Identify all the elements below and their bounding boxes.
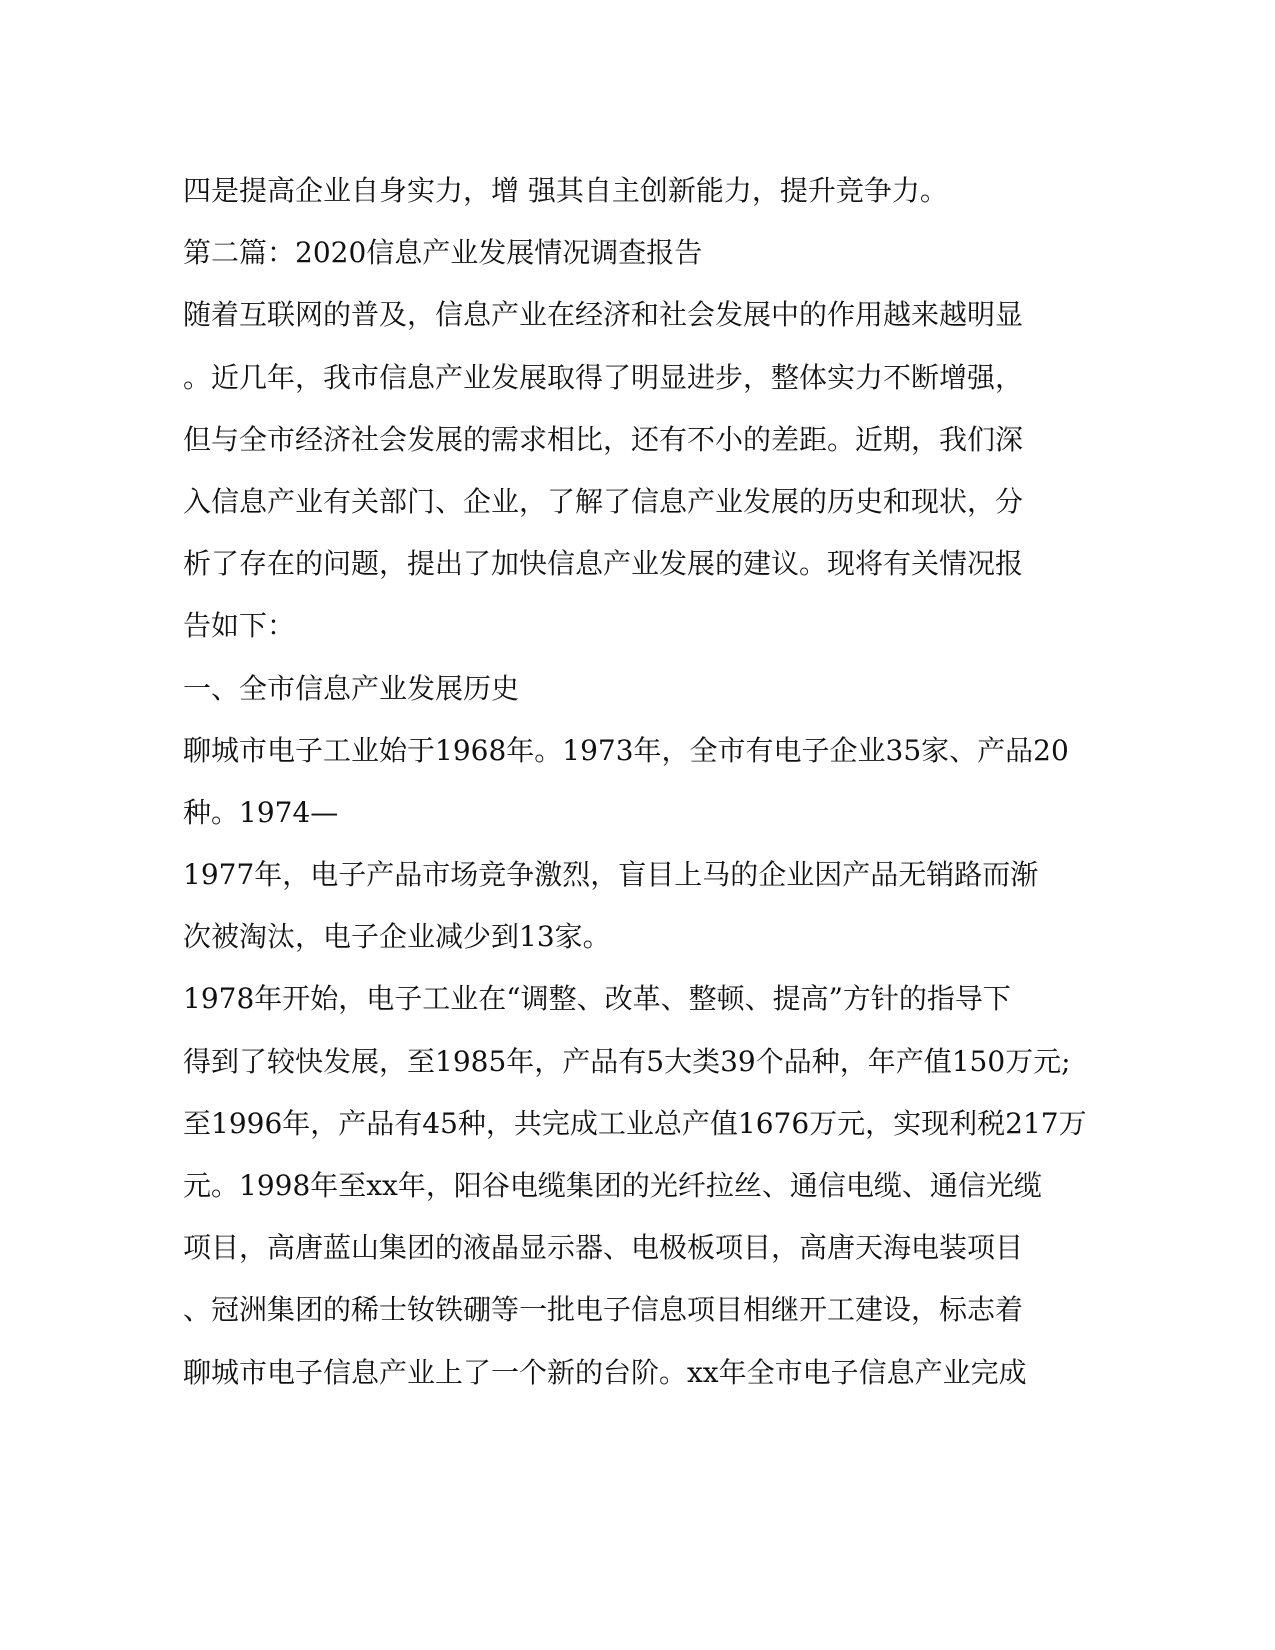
text-line: 告如下： xyxy=(183,609,296,643)
text-line: 1978年开始，电子工业在“调整、改革、整顿、提高”方针的指导下 xyxy=(183,982,1011,1016)
text-line: 至1996年，产品有45种，共完成工业总产值1676万元，实现利税217万 xyxy=(183,1106,1087,1140)
text-line: 四是提高企业自身实力，增 强其自主创新能力，提升竞争力。 xyxy=(183,174,948,207)
text-line: 种。1974— xyxy=(183,795,339,829)
text-line: 得到了较快发展，至1985年，产品有5大类39个品种，年产值150万元; xyxy=(183,1044,1071,1078)
text-line: 、冠洲集团的稀士钕铁硼等一批电子信息项目相继开工建设，标志着 xyxy=(183,1293,1024,1327)
section-heading: 第二篇：2020信息产业发展情况调查报告 xyxy=(183,236,703,270)
text-line: 1977年，电子产品市场竞争激烈，盲目上马的企业因产品无销路而渐 xyxy=(183,858,1039,892)
body-text xyxy=(183,160,1087,1404)
text-line: 入信息产业有关部门、企业，了解了信息产业发展的历史和现状，分 xyxy=(183,484,1024,518)
subsection-heading: 一、全市信息产业发展历史 xyxy=(183,671,520,705)
text-line: 聊城市电子信息产业上了一个新的台阶。xx年全市电子信息产业完成 xyxy=(183,1355,1027,1389)
text-line: 聊城市电子工业始于1968年。1973年，全市有电子企业35家、产品20 xyxy=(183,733,1069,767)
text-line: 。近几年，我市信息产业发展取得了明显进步，整体实力不断增强， xyxy=(183,360,1024,394)
text-line: 但与全市经济社会发展的需求相比，还有不小的差距。近期，我们深 xyxy=(183,422,1024,456)
text-line: 项目，高唐蓝山集团的液晶显示器、电极板项目，高唐天海电装项目 xyxy=(183,1231,1024,1265)
text-line: 元。1998年至xx年，阳谷电缆集团的光纤拉丝、通信电缆、通信光缆 xyxy=(183,1169,1042,1202)
text-line: 次被淘汰，电子企业减少到13家。 xyxy=(183,920,611,954)
text-line: 析了存在的问题，提出了加快信息产业发展的建议。现将有关情况报 xyxy=(183,547,1024,581)
text-line: 随着互联网的普及，信息产业在经济和社会发展中的作用越来越明显 xyxy=(183,298,1024,332)
